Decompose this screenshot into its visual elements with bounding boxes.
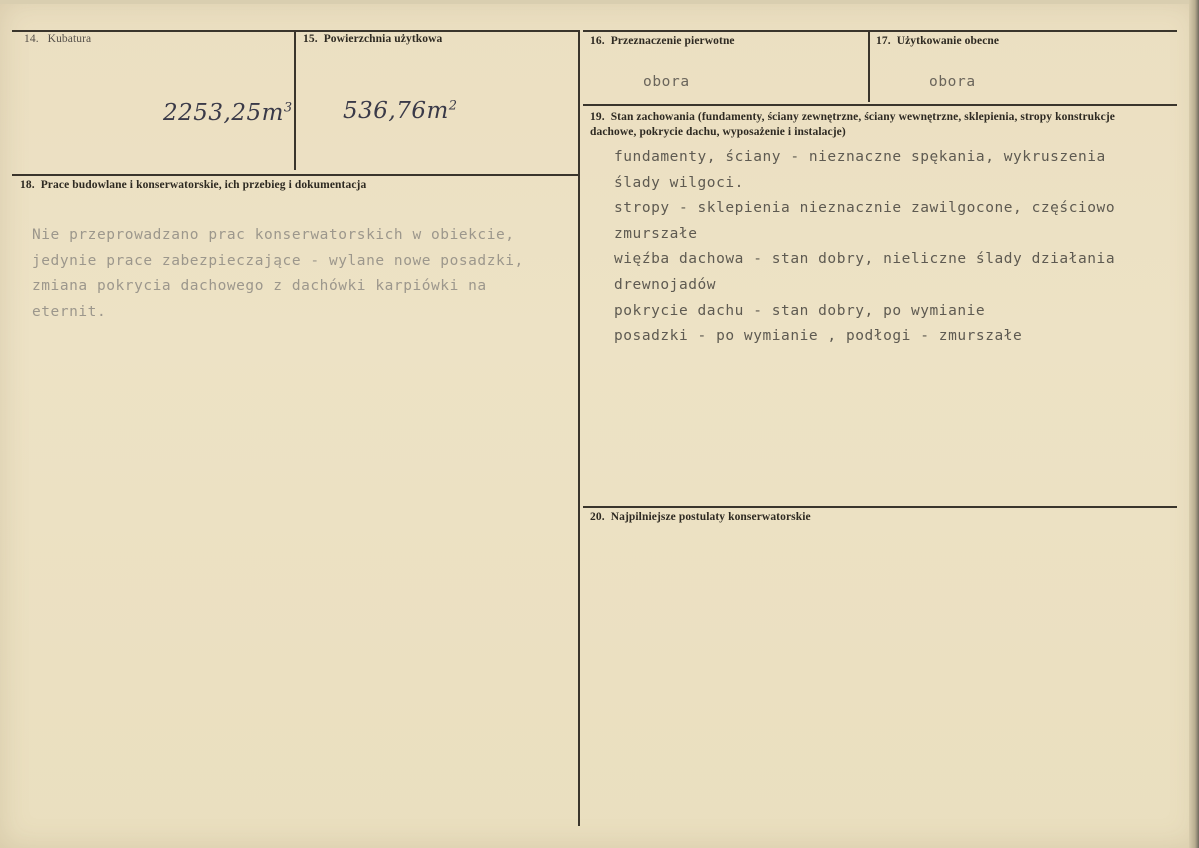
card-right-edge xyxy=(1189,0,1199,848)
field-przeznaczenie-label xyxy=(590,35,735,47)
field-powierzchnia-label xyxy=(303,33,442,45)
field-przeznaczenie-value: obora xyxy=(643,74,690,90)
field-title: Stan zachowania (fundamenty, ściany zewnętrzne, ściany wewnętrzne, sklepienia, stropy konstrukcje dachowe, pokrycie dachu, wyposażenie i instalacje) xyxy=(590,111,1115,138)
field-number: 18. xyxy=(20,179,35,191)
rule-center xyxy=(578,30,580,826)
field-title: Użytkowanie obecne xyxy=(896,35,1000,47)
field-number: 14. xyxy=(24,33,39,45)
field-number: 17. xyxy=(876,35,891,47)
rule-top-right xyxy=(583,30,1177,32)
field-postulaty-label xyxy=(590,511,811,523)
rule-divider-14-15 xyxy=(294,30,296,170)
text-line: stropy - sklepienia nieznacznie zawilgocone, częściowo xyxy=(614,200,1116,217)
field-uzytkowanie-label xyxy=(876,35,999,47)
field-stan-label xyxy=(590,110,1155,140)
text-line: zmurszałe xyxy=(614,225,698,242)
rule-under-16-17 xyxy=(583,104,1177,106)
field-number: 15. xyxy=(303,33,318,45)
field-number: 19. xyxy=(590,111,605,123)
rule-divider-16-17 xyxy=(868,30,870,102)
text-line: zmiana pokrycia dachowego z dachówki karpiówki na xyxy=(32,278,487,295)
text-line: drewnojadów xyxy=(614,276,717,293)
field-prace-text xyxy=(32,223,524,325)
text-line: fundamenty, ściany - nieznaczne spękania, wykruszenia xyxy=(614,149,1106,165)
text-line: Nie przeprowadzano prac konserwatorskich w obiekcie, xyxy=(32,227,515,243)
rule-above-20 xyxy=(583,506,1177,508)
field-powierzchnia-value: $536,76m^2$ xyxy=(343,98,458,124)
field-title: Przeznaczenie pierwotne xyxy=(610,35,735,47)
rule-top-left xyxy=(12,30,580,32)
field-stan-text xyxy=(614,145,1115,350)
field-kubatura-value: $2253,25m^3$ xyxy=(163,100,293,126)
card-top-edge xyxy=(0,0,1199,4)
text-line: pokrycie dachu - stan dobry, po wymianie xyxy=(614,302,986,319)
field-title: Najpilniejsze postulaty konserwatorskie xyxy=(610,511,811,523)
text-line: więźba dachowa - stan dobry, nieliczne ślady działania xyxy=(614,251,1116,268)
field-number: 20. xyxy=(590,511,605,523)
field-number: 16. xyxy=(590,35,605,47)
text-line: eternit. xyxy=(32,303,107,320)
field-title: Powierzchnia użytkowa xyxy=(323,33,443,45)
field-kubatura-label xyxy=(24,33,91,45)
text-line: ślady wilgoci. xyxy=(614,174,744,191)
field-uzytkowanie-value: obora xyxy=(929,74,976,90)
field-prace-label xyxy=(20,179,366,191)
field-title: Prace budowlane i konserwatorskie, ich przebieg i dokumentacja xyxy=(40,179,367,191)
text-line: posadzki - po wymianie , podłogi - zmurszałe xyxy=(614,328,1023,345)
rule-under-14-15 xyxy=(12,174,580,176)
field-title: Kubatura xyxy=(47,33,92,45)
text-line: jedynie prace zabezpieczające - wylane nowe posadzki, xyxy=(32,252,524,269)
